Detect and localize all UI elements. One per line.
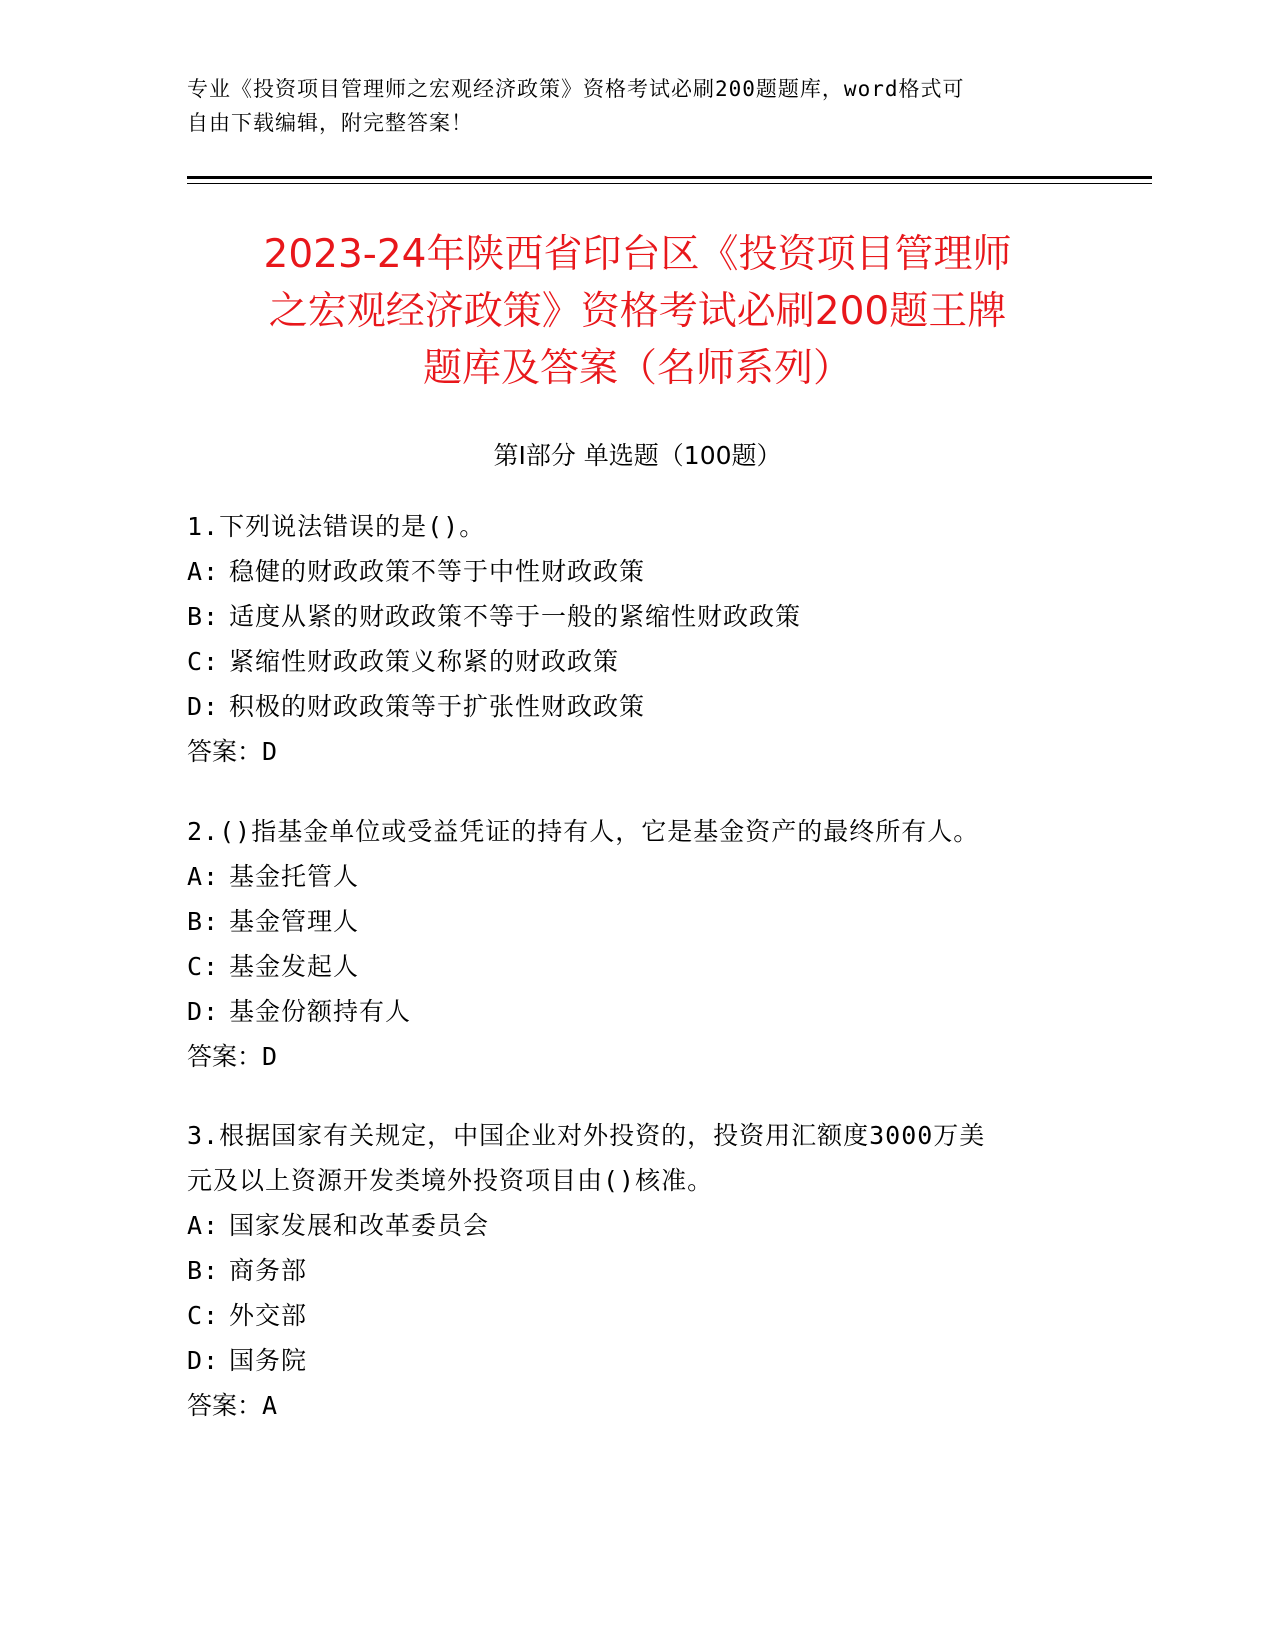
option-d bbox=[187, 684, 1107, 729]
question-stem: 元及以上资源开发类境外投资项目由()核准。 bbox=[187, 1166, 714, 1195]
answer-value: D bbox=[262, 737, 278, 766]
answer-line bbox=[187, 1034, 1107, 1079]
answer-value: A bbox=[262, 1391, 278, 1420]
question-item bbox=[187, 809, 1107, 1079]
question-item bbox=[187, 1113, 1107, 1428]
option-text: 稳健的财政政策不等于中性财政政策 bbox=[229, 557, 646, 586]
option-text: 基金管理人 bbox=[229, 907, 360, 936]
option-c bbox=[187, 944, 1107, 989]
header-divider-thick bbox=[187, 176, 1152, 179]
option-key: D: bbox=[187, 997, 220, 1026]
option-text: 基金托管人 bbox=[229, 862, 360, 891]
answer-label: 答案： bbox=[187, 1391, 263, 1420]
question-item bbox=[187, 504, 1107, 774]
option-key: B: bbox=[187, 907, 220, 936]
option-text: 商务部 bbox=[229, 1256, 308, 1285]
section-heading: 第Ⅰ部分 单选题（100题） bbox=[493, 441, 782, 470]
option-key: A: bbox=[187, 862, 220, 891]
option-text: 基金发起人 bbox=[229, 952, 360, 981]
option-key: B: bbox=[187, 1256, 220, 1285]
option-b bbox=[187, 1248, 1107, 1293]
option-b bbox=[187, 594, 1107, 639]
option-key: C: bbox=[187, 647, 220, 676]
option-text: 紧缩性财政政策义称紧的财政政策 bbox=[229, 647, 620, 676]
answer-line bbox=[187, 1383, 1107, 1428]
answer-label: 答案： bbox=[187, 737, 263, 766]
title-line: 之宏观经济政策》资格考试必刷200题王牌 bbox=[268, 289, 1007, 334]
question-stem: 3.根据国家有关规定，中国企业对外投资的，投资用汇额度3000万美 bbox=[187, 1121, 986, 1150]
option-key: D: bbox=[187, 692, 220, 721]
option-key: D: bbox=[187, 1346, 220, 1375]
option-text: 外交部 bbox=[229, 1301, 308, 1330]
option-a bbox=[187, 854, 1107, 899]
answer-value: D bbox=[262, 1042, 278, 1071]
option-a bbox=[187, 549, 1107, 594]
option-text: 国家发展和改革委员会 bbox=[229, 1211, 490, 1240]
header-divider-thin bbox=[187, 183, 1152, 184]
header-note-line: 专业《投资项目管理师之宏观经济政策》资格考试必刷200题题库，word格式可 bbox=[187, 77, 965, 101]
title-line: 2023-24年陕西省印台区《投资项目管理师 bbox=[263, 232, 1012, 277]
option-key: B: bbox=[187, 602, 220, 631]
option-text: 国务院 bbox=[229, 1346, 308, 1375]
option-a bbox=[187, 1203, 1107, 1248]
option-c bbox=[187, 639, 1107, 684]
option-text: 基金份额持有人 bbox=[229, 997, 412, 1026]
option-key: A: bbox=[187, 557, 220, 586]
option-key: C: bbox=[187, 952, 220, 981]
header-note bbox=[187, 72, 1087, 140]
option-c bbox=[187, 1293, 1107, 1338]
option-d bbox=[187, 989, 1107, 1034]
option-text: 积极的财政政策等于扩张性财政政策 bbox=[229, 692, 646, 721]
option-b bbox=[187, 899, 1107, 944]
option-key: A: bbox=[187, 1211, 220, 1240]
title-line: 题库及答案（名师系列） bbox=[422, 346, 852, 391]
option-d bbox=[187, 1338, 1107, 1383]
option-text: 适度从紧的财政政策不等于一般的紧缩性财政政策 bbox=[229, 602, 802, 631]
header-note-line: 自由下载编辑，附完整答案！ bbox=[187, 111, 473, 135]
option-key: C: bbox=[187, 1301, 220, 1330]
question-stem: 2.()指基金单位或受益凭证的持有人，它是基金资产的最终所有人。 bbox=[187, 817, 980, 846]
question-stem: 1.下列说法错误的是()。 bbox=[187, 512, 486, 541]
document-title bbox=[150, 226, 1125, 397]
answer-line bbox=[187, 729, 1107, 774]
answer-label: 答案： bbox=[187, 1042, 263, 1071]
